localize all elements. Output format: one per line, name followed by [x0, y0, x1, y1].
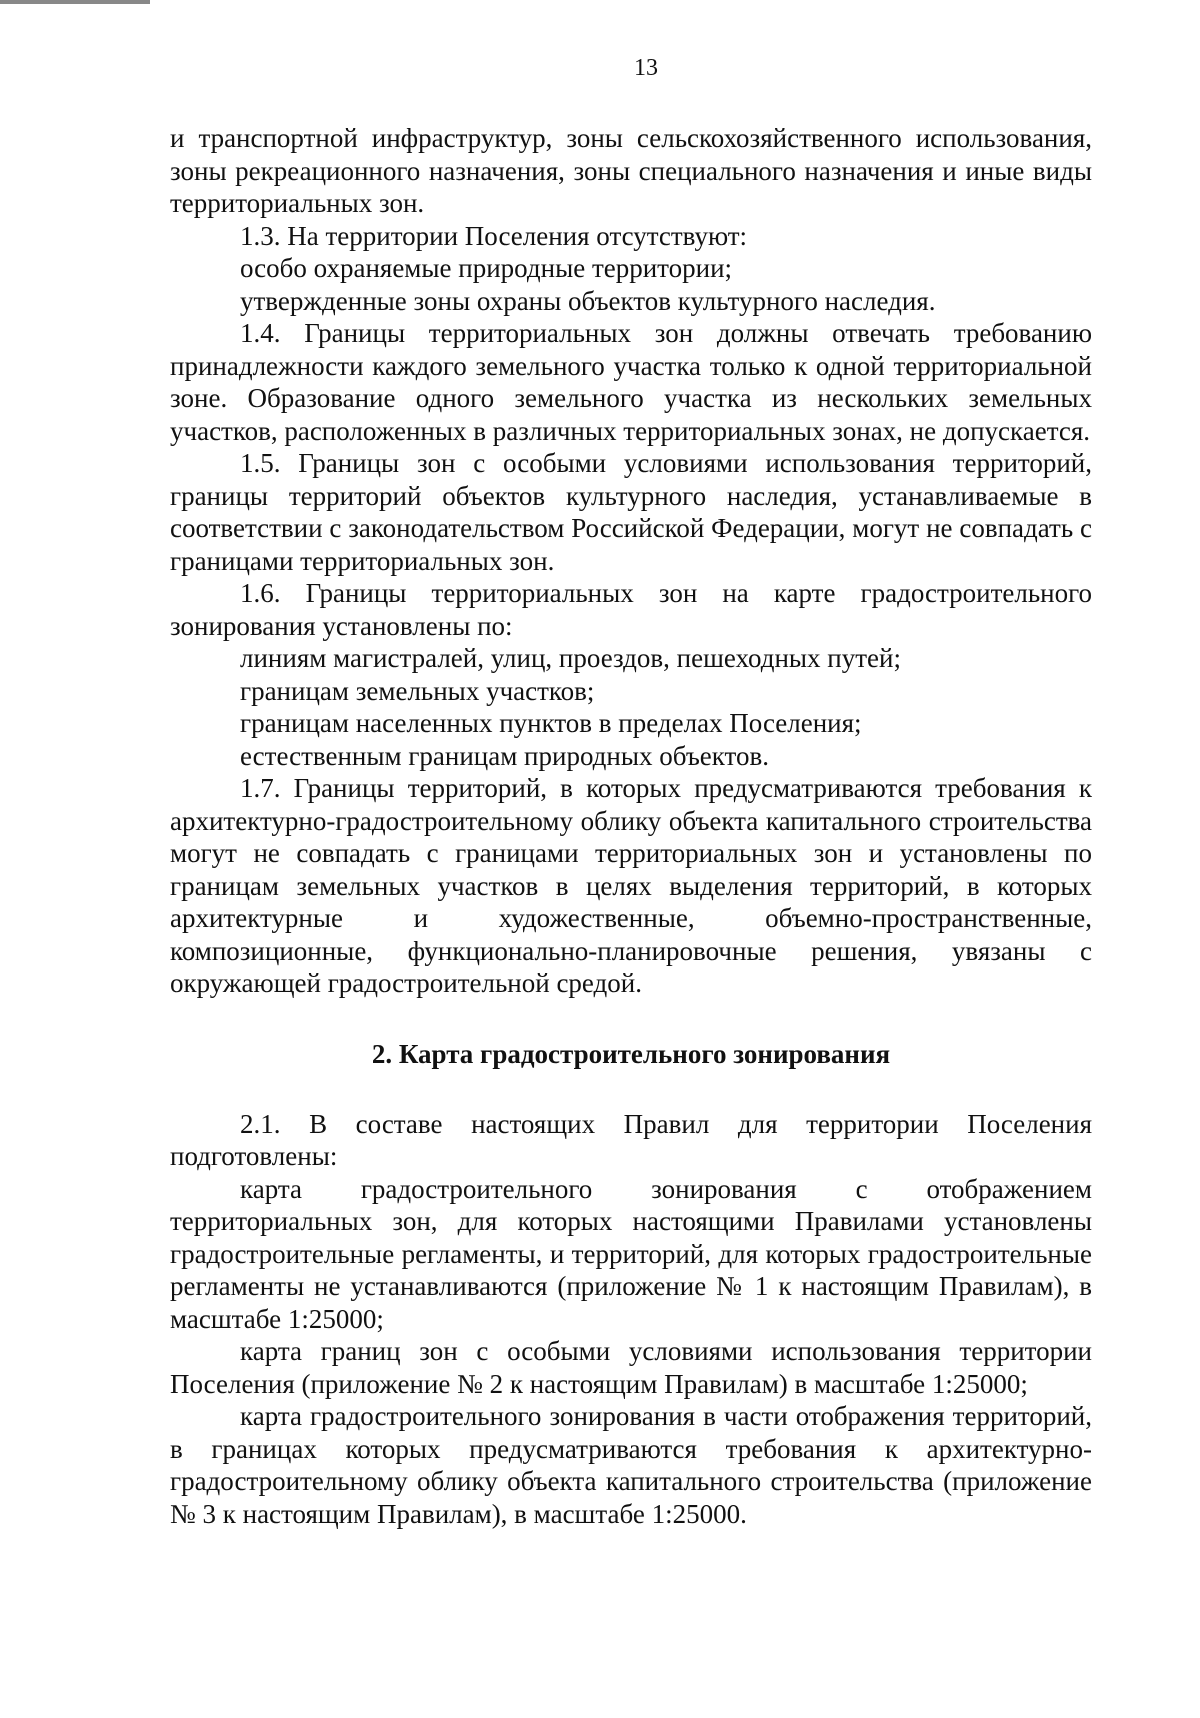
paragraph: линиям магистралей, улиц, проездов, пешеходных путей; — [240, 643, 901, 673]
paragraph: утвержденные зоны охраны объектов культурного наследия. — [240, 285, 936, 316]
paragraph: карта градостроительного зонирования в части отображения территорий, в границах которых предусматриваются требования к архитектурно-градостроительному облику объекта капитального строительства (приложение № 3 к настоящим Правилам), в масштабе 1:25000. — [170, 1401, 1092, 1529]
paragraph: 1.7. Границы территорий, в которых предусматриваются требования к архитектурно-градостроительному облику объекта капитального строительства могут не совпадать с границами территориальных зон и установлены по границам земельных участков в целях выделения территорий, в которых архитектурные и художественные, объемно-пространственные, композиционные, функционально-планировочные решения, увязаны с окружающей градостроительной средой. — [170, 773, 1092, 998]
top-paragraphs — [170, 122, 1092, 1000]
paragraph: естественным границам природных объектов. — [240, 740, 769, 771]
paragraph: 1.3. На территории Поселения отсутствуют: — [240, 220, 748, 251]
paragraph: карта градостроительного зонирования с отображением территориальных зон, для которых настоящими Правилами установлены градостроительные регламенты, и территорий, для которых градостроительные регламенты не устанавливаются (приложение № 1 к настоящим Правилам), в масштабе 1:25000; — [170, 1173, 1092, 1334]
section-heading: 2. Карта градостроительного зонирования — [371, 1038, 891, 1069]
paragraph: 1.6. Границы территориальных зон на карте градостроительного зонирования установлены по: — [170, 578, 1092, 641]
paragraph: особо охраняемые природные территории; — [240, 253, 733, 283]
paragraph: границам земельных участков; — [240, 675, 595, 706]
page-number: 13 — [634, 55, 658, 81]
scan-edge-mark — [0, 0, 150, 4]
paragraph: границам населенных пунктов в пределах Поселения; — [240, 708, 862, 738]
paragraph: карта границ зон с особыми условиями использования территории Поселения (приложение № 2 к настоящим Правилам) в масштабе 1:25000; — [170, 1336, 1092, 1399]
bottom-paragraphs — [170, 1108, 1092, 1531]
paragraph: 1.4. Границы территориальных зон должны отвечать требованию принадлежности каждого земельного участка только к одной территориальной зоне. Образование одного земельного участка из нескольких земельных участков, расположенных в различных территориальных зонах, не допускается. — [170, 318, 1092, 446]
paragraph: 2.1. В составе настоящих Правил для территории Поселения подготовлены: — [170, 1108, 1092, 1171]
paragraph: и транспортной инфраструктур, зоны сельскохозяйственного использования, зоны рекреационного назначения, зоны специального назначения и иные виды территориальных зон. — [170, 123, 1092, 218]
paragraph: 1.5. Границы зон с особыми условиями использования территорий, границы территорий объектов культурного наследия, устанавливаемые в соответствии с законодательством Российской Федерации, могут не совпадать с границами территориальных зон. — [170, 448, 1092, 576]
